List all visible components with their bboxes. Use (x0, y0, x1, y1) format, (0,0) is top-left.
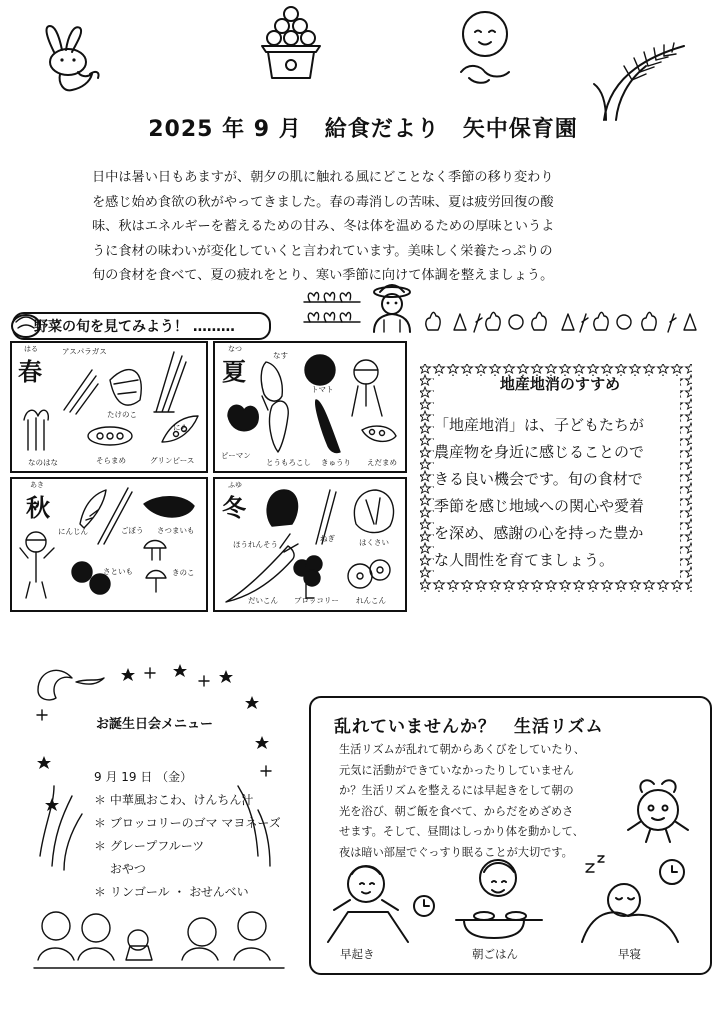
season-autumn-label: 秋 (26, 493, 50, 522)
season-summer-label: 夏 (222, 357, 246, 386)
birthday-menu-title: お誕生日会メニュー (96, 717, 214, 732)
intro-line: 味、秋はエネルギーを蓄えるための甘み、冬は体を温めるための厚味というよ (92, 219, 555, 235)
pampas-grass-icon (588, 40, 698, 122)
veg-label: ピーマン (221, 451, 251, 460)
vegetable-row-icon (300, 286, 364, 332)
newsletter-title: 2025 年 9 月 給食だより 矢中保育園 (148, 117, 578, 142)
caption-early-sleep: 早寝 (618, 947, 641, 961)
intro-line: を感じ始め食欲の秋がやってきました。春の毒消しの苦味、夏は疲労回復の酸 (92, 194, 554, 210)
chisan-title: 地産地消のすすめ (499, 375, 621, 393)
rhythm-line: か？生活リズムを整えるには早起きをして朝の (339, 784, 574, 798)
veg-label: だいこん (248, 596, 278, 605)
rhythm-line: 元気に活動ができていなかったりしていません (339, 763, 574, 777)
menu-item: ＊ グレープフルーツ (94, 839, 205, 853)
veg-label: たけのこ (107, 410, 137, 419)
veg-label: ブロッコリー (294, 596, 339, 605)
rhythm-line: せます。そして、昼間はしっかり体を動かして、 (339, 825, 584, 839)
chisan-line: な人間性を育てましょう。 (434, 551, 615, 569)
autumn-vegetable-illustrations (14, 484, 202, 606)
season-winter-label: 冬 (222, 493, 246, 522)
chisan-body (434, 412, 684, 574)
menu-item: ＊ ブロッコリーのゴマ マヨネーズ (94, 816, 281, 830)
veg-label: アスパラガス (62, 347, 107, 356)
intro-line: 旬の食材を食べて、夏の疲れをとり、寒い季節に向けて体調を整えましょう。 (92, 268, 554, 284)
birthday-date: 9 月 19 日 （金） (94, 770, 193, 784)
veg-label: えだまめ (367, 458, 397, 467)
chisan-line: きる良い機会です。旬の食材で (434, 470, 643, 488)
birthday-menu-list (94, 766, 281, 904)
season-ruby: なつ (228, 345, 242, 353)
veg-label: ごぼう (121, 526, 144, 535)
rhythm-illustrations (324, 850, 702, 946)
veg-label: にら (173, 423, 188, 432)
rabbit-icon (40, 22, 106, 94)
tsukimi-dango-icon (258, 4, 324, 82)
intro-paragraph (92, 166, 632, 289)
moon-face-icon (455, 8, 515, 88)
life-rhythm-body (339, 740, 585, 864)
caption-breakfast: 朝ごはん (472, 947, 518, 961)
chisan-line: 「地産地消」は、子どもたちが (434, 416, 645, 434)
veg-label: なす (273, 351, 288, 360)
veg-label: とうもろこし (266, 458, 311, 467)
veg-label: きのこ (172, 568, 195, 577)
veg-label: にんじん (58, 527, 88, 536)
rhythm-line: 夜は暗い部屋でぐっすり眠ることが大切です。 (339, 845, 573, 859)
veg-label: さといも (103, 567, 133, 576)
life-rhythm-title: 乱れていませんか？ 生活リズム (334, 717, 604, 737)
veg-label: グリンピース (150, 456, 195, 465)
veg-label: きゅうり (321, 458, 351, 467)
farmer-icon (366, 280, 418, 334)
veg-label: はくさい (359, 538, 389, 547)
season-ruby: ふゆ (228, 481, 242, 489)
menu-item: ＊ 中華風おこわ、けんちん汁 (94, 793, 254, 807)
menu-item: おやつ (94, 862, 146, 876)
veg-label: ほうれんそう (233, 540, 278, 549)
intro-line: 日中は暑い日もあますが、朝夕の肌に触れる風にどことなく季節の移り変わり (92, 170, 554, 185)
menu-item: ＊ リンゴール ・ おせんべい (94, 885, 249, 899)
veg-label: ねぎ (320, 534, 335, 543)
veg-section-title: 野菜の旬を見てみよう！ ……… (34, 319, 235, 335)
decorative-icon-row (424, 308, 714, 334)
caption-early-rise: 早起き (340, 947, 375, 961)
veg-label: そらまめ (96, 456, 126, 465)
chisan-line: 農産物を身近に感じることので (434, 443, 645, 461)
chisan-line: を深め、感謝の心を持った豊か (434, 524, 644, 542)
veg-label: なのはな (28, 458, 58, 467)
season-spring-label: 春 (18, 357, 42, 386)
rhythm-line: 生活リズムが乱れて朝からあくびをしていたり、 (339, 743, 585, 756)
intro-line: うに食材の味わいが変化していくと言われています。美味しく栄養たっぷりの (92, 243, 553, 259)
chisan-line: 季節を感じ地域への関心や愛着 (434, 497, 645, 515)
alarm-clock-icon (618, 776, 698, 846)
veg-label: さつまいも (157, 526, 195, 535)
veg-label: れんこん (356, 596, 386, 605)
rhythm-line: 光を浴び、朝ご飯を食べて、からだをめざめさ (339, 804, 574, 818)
spring-vegetable-illustrations (14, 350, 202, 462)
season-ruby: はる (24, 345, 38, 353)
veg-label: トマト (311, 385, 334, 394)
season-ruby: あき (30, 481, 44, 489)
summer-vegetable-illustrations (216, 350, 402, 462)
